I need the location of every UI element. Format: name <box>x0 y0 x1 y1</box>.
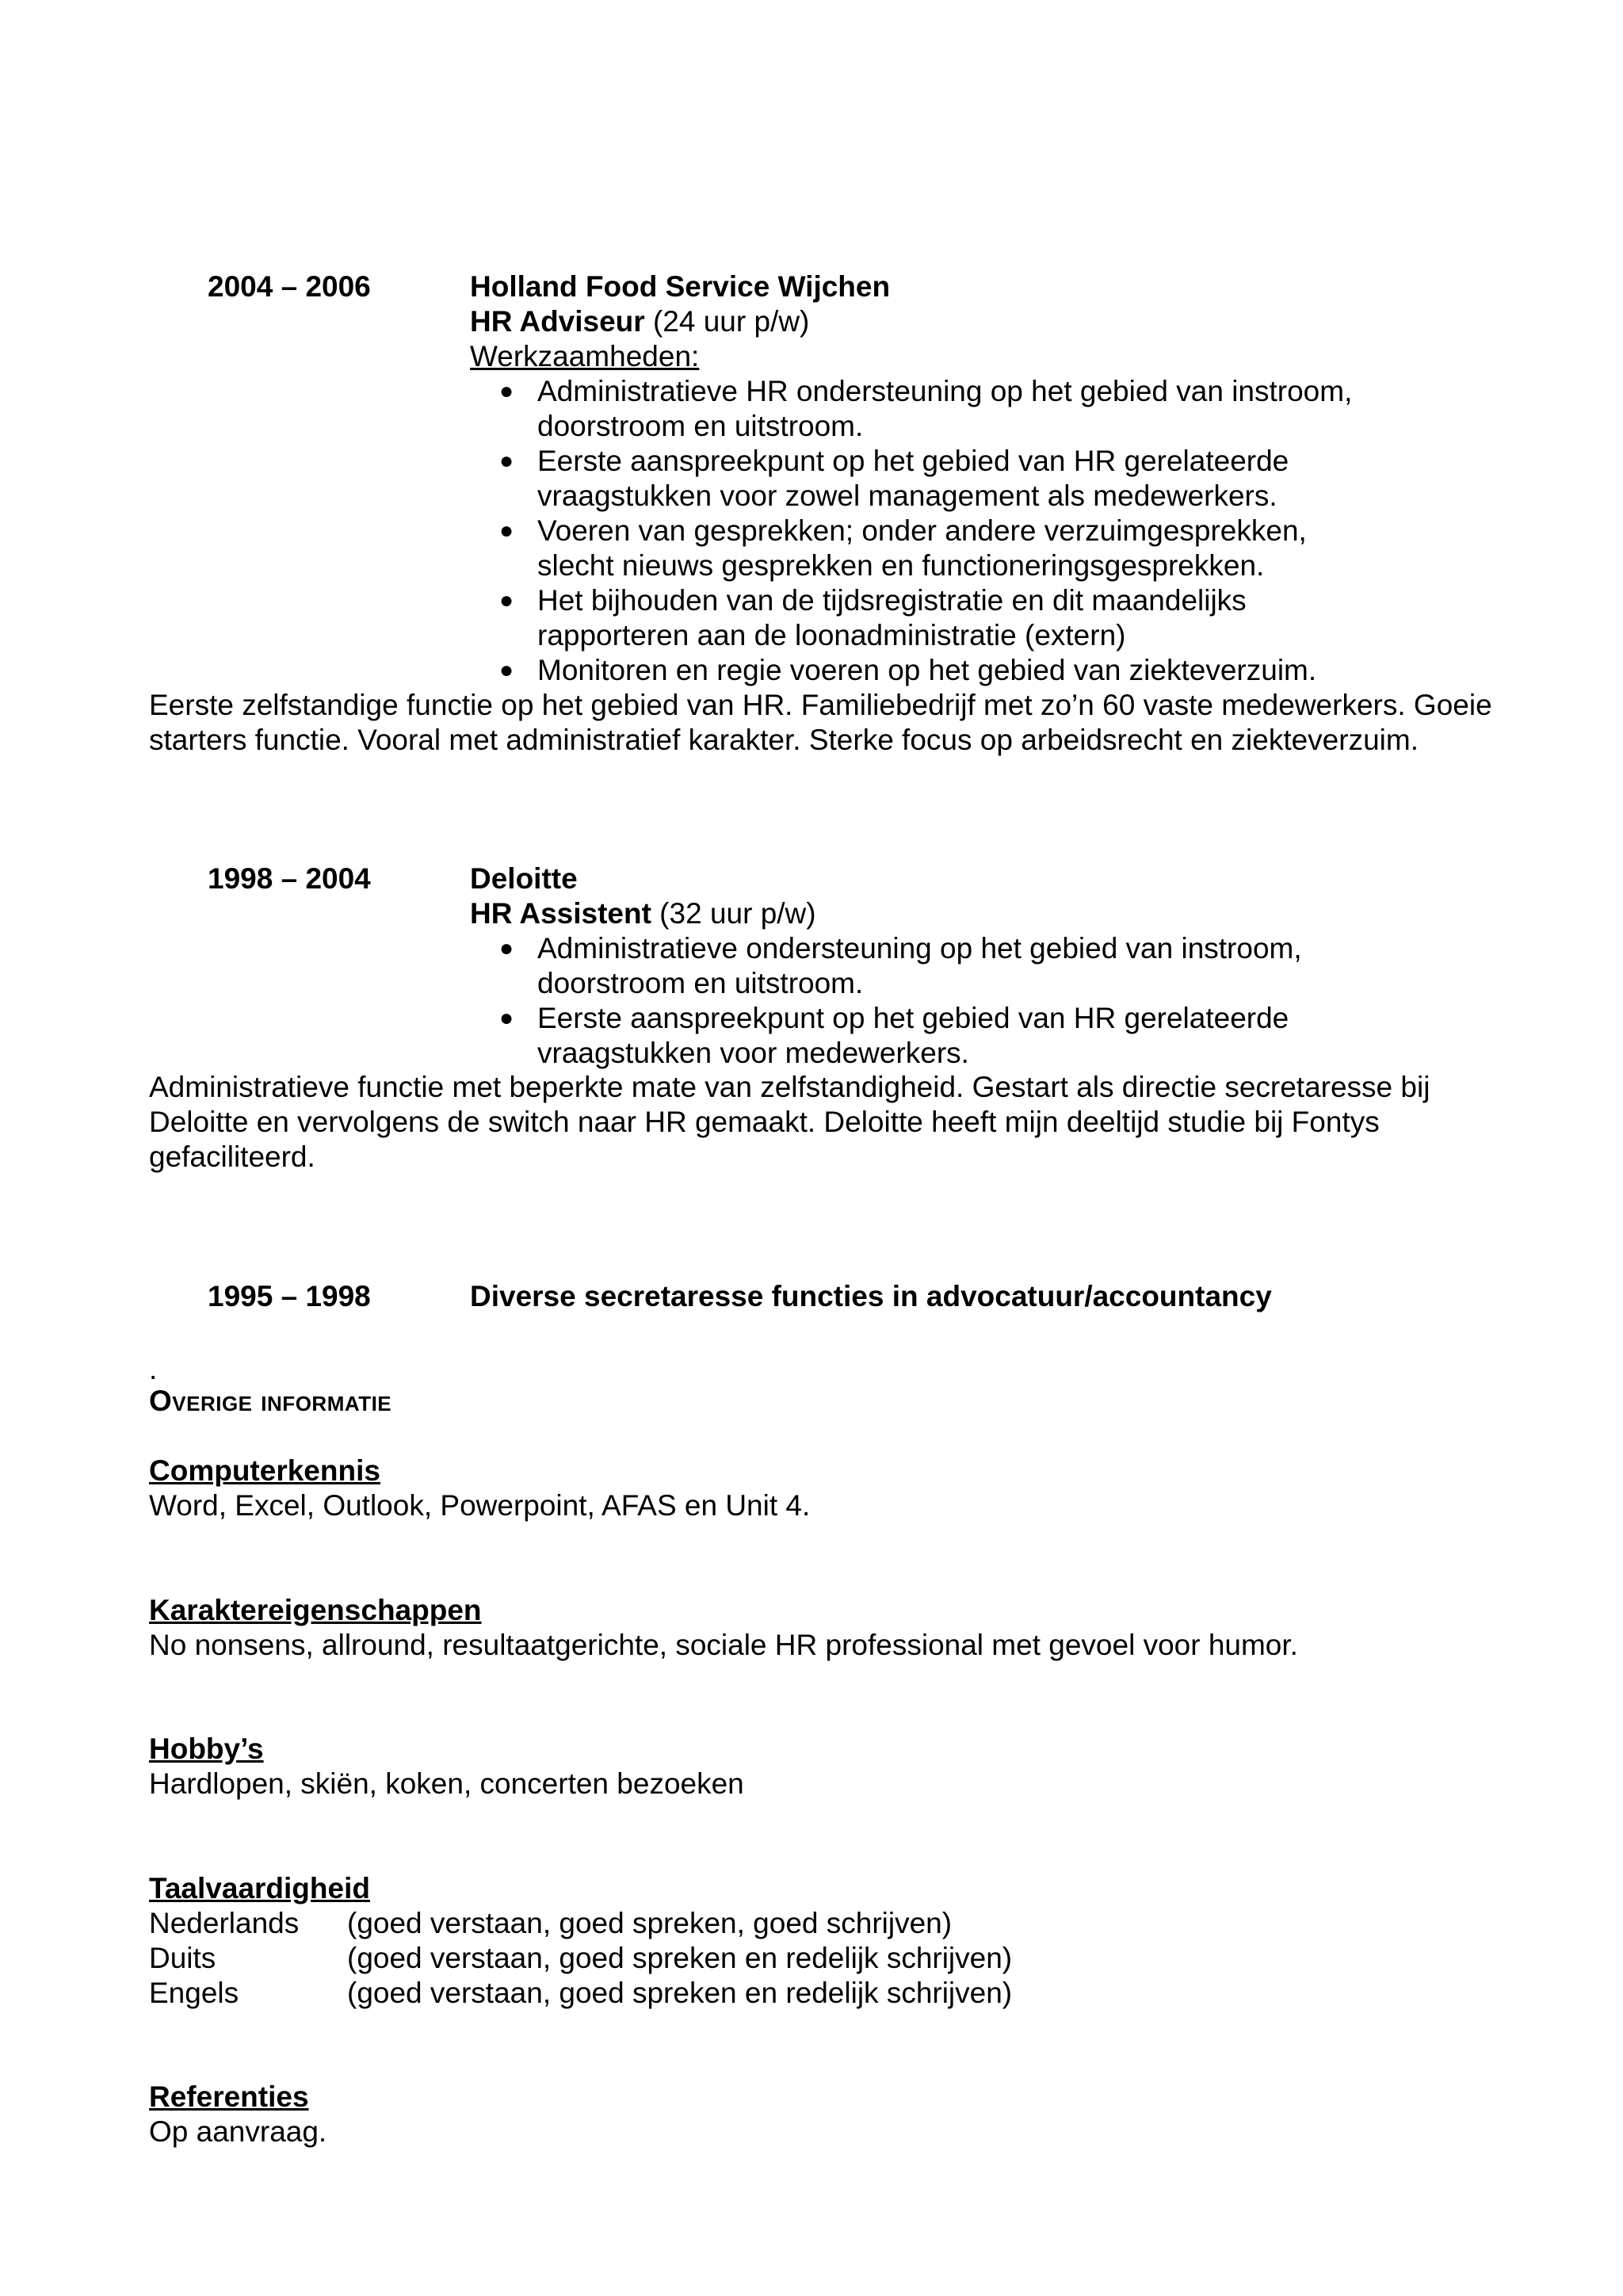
subsection-title: Hobby’s <box>149 1733 264 1765</box>
role-title: HR Adviseur <box>470 305 645 338</box>
list-item: ● Administratieve ondersteuning op het gebied van instroom, doorstroom en uitstroom. <box>499 932 1302 999</box>
task-list <box>470 374 1500 688</box>
role-line <box>470 304 1500 339</box>
subsection-text: Hardlopen, skiën, koken, concerten bezoeken <box>149 1767 744 1800</box>
list-item: ● Eerste aanspreekpunt op het gebied van HR gerelateerde vraagstukken voor medewerkers. <box>499 1002 1289 1069</box>
experience-details <box>470 269 1500 688</box>
bullet-icon: ● <box>499 657 514 683</box>
list-item: ● Het bijhouden van de tijdsregistratie en dit maandelijks rapporteren aan de loonadministratie (extern) <box>499 584 1247 651</box>
references-section <box>149 2080 1496 2149</box>
subsection-title: Taalvaardigheid <box>149 1872 370 1904</box>
experience-period: 2004 – 2006 <box>208 270 371 303</box>
bullet-icon: ● <box>499 518 514 544</box>
bullet-icon: ● <box>499 587 514 613</box>
bullet-icon: ● <box>499 378 514 404</box>
task-list <box>470 931 1500 1071</box>
experience-period: 1998 – 2004 <box>208 862 371 895</box>
language-row <box>149 1976 1496 2011</box>
languages-section <box>149 1871 1496 2011</box>
role-title: HR Assistent <box>470 897 651 930</box>
character-section <box>149 1593 1496 1663</box>
list-item: ● Administratieve HR ondersteuning op het gebied van instroom, doorstroom en uitstroom. <box>499 375 1353 442</box>
language-row <box>149 1941 1496 1976</box>
subsection-text: No nonsens, allround, resultaatgerichte, sociale HR professional met gevoel voor humor. <box>149 1629 1298 1661</box>
language-row <box>149 1906 1496 1941</box>
employer-name: Deloitte <box>470 862 578 895</box>
experience-summary: Administratieve functie met beperkte mate van zelfstandigheid. Gestart als directie secretaresse bij Deloitte en vervolgens de switch naar HR gemaakt. Deloitte heeft mijn deeltijd studie bij Fontys gefaciliteerd. <box>149 1071 1430 1173</box>
computer-skills-section <box>149 1454 1496 1523</box>
role-hours: (24 uur p/w) <box>644 305 810 338</box>
language-level: (goed verstaan, goed spreken, goed schrijven) <box>347 1907 953 1939</box>
language-level: (goed verstaan, goed spreken en redelijk schrijven) <box>347 1942 1013 1974</box>
subsection-text: Op aanvraag. <box>149 2115 327 2148</box>
experience-details <box>470 1279 1500 1314</box>
employer-name: Holland Food Service Wijchen <box>470 270 891 303</box>
subsection-text: Word, Excel, Outlook, Powerpoint, AFAS en Unit 4. <box>149 1489 811 1522</box>
hobbies-section <box>149 1732 1496 1801</box>
bullet-icon: ● <box>499 1005 514 1031</box>
list-item: ● Monitoren en regie voeren op het gebied van ziekteverzuim. <box>499 654 1317 686</box>
tasks-heading: Werkzaamheden: <box>470 340 700 372</box>
role-hours: (32 uur p/w) <box>651 897 816 930</box>
language-name: Duits <box>149 1942 216 1974</box>
employer-name: Diverse secretaresse functies in advocatuur/accountancy <box>470 1280 1272 1312</box>
language-name: Nederlands <box>149 1907 300 1939</box>
experience-details <box>470 861 1500 1071</box>
language-name: Engels <box>149 1977 239 2009</box>
section-heading-other-info: Overige informatie <box>149 1385 392 1417</box>
subsection-title: Computerkennis <box>149 1454 380 1487</box>
bullet-icon: ● <box>499 448 514 474</box>
language-level: (goed verstaan, goed spreken en redelijk schrijven) <box>347 1977 1013 2009</box>
list-item: ● Eerste aanspreekpunt op het gebied van HR gerelateerde vraagstukken voor zowel management als medewerkers. <box>499 445 1289 512</box>
subsection-title: Referenties <box>149 2080 309 2113</box>
experience-summary: Eerste zelfstandige functie op het gebied van HR. Familiebedrijf met zo’n 60 vaste medewerkers. Goeie starters functie. Vooral met administratief karakter. Sterke focus op arbeidsrecht en ziekteverzuim. <box>149 689 1492 756</box>
subsection-title: Karaktereigenschappen <box>149 1594 482 1626</box>
experience-period: 1995 – 1998 <box>208 1280 371 1312</box>
stray-dot: . <box>149 1353 158 1385</box>
role-line <box>470 896 1500 931</box>
list-item: ● Voeren van gesprekken; onder andere verzuimgesprekken, slecht nieuws gesprekken en functioneringsgesprekken. <box>499 514 1307 582</box>
bullet-icon: ● <box>499 935 514 961</box>
